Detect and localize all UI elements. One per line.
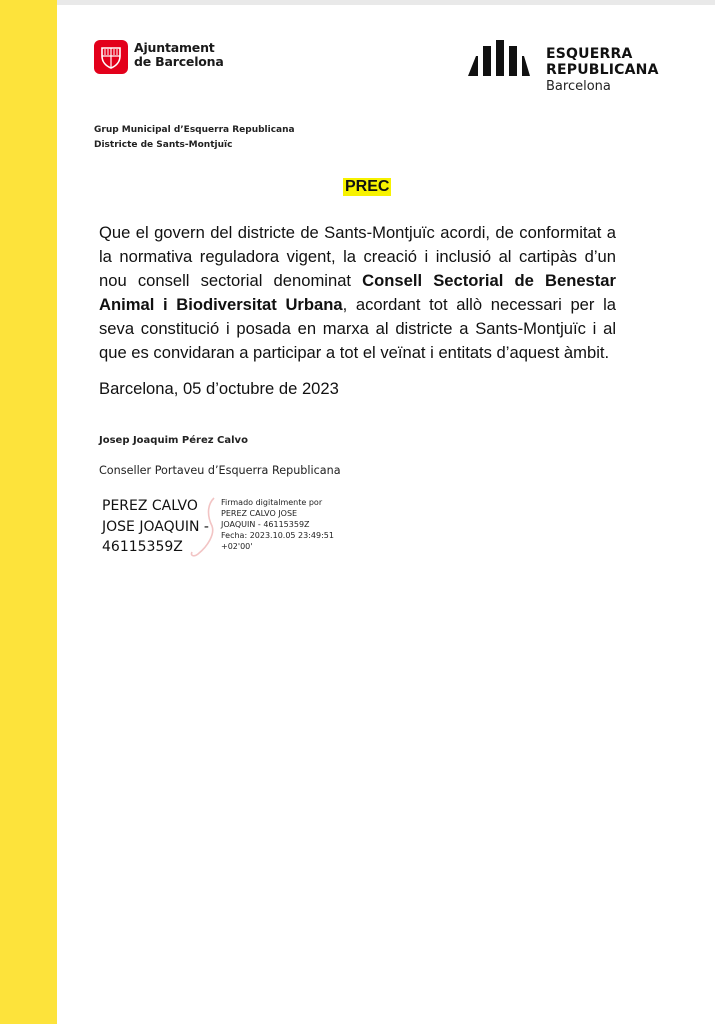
document-date: Barcelona, 05 d’octubre de 2023 [99,379,339,398]
signature-name-line2: JOSE JOAQUIN - [102,518,209,535]
erc-logo [466,40,666,100]
signature-name-line1: PEREZ CALVO [102,498,198,514]
digital-signature-details [221,497,351,552]
signer-role: Conseller Portaveu d’Esquerra Republicana [99,464,341,477]
erc-line2: REPUBLICANA [546,62,659,78]
signature-detail-line3: JOAQUIN - 46115359Z [221,520,310,529]
body-text-part1: Que el govern del districte de Sants-Montjuïc acordi, de conformitat a la normativa reguladora vigent, la creació i inclusió al cartipàs d’un nou consell sectorial denominat [99,223,616,291]
signer-name: Josep Joaquim Pérez Calvo [99,435,248,446]
erc-bars-icon [466,40,532,78]
yellow-side-bar [0,0,57,1024]
signature-name-line3: 46115359Z [102,539,183,555]
erc-line3: Barcelona [546,79,611,94]
signature-detail-line4: Fecha: 2023.10.05 23:49:51 [221,531,334,540]
ajuntament-line1: Ajuntament [134,40,215,55]
request-body [99,221,616,366]
ajuntament-line2: de Barcelona [134,54,224,69]
signature-detail-line1: Firmado digitalmente por [221,498,323,507]
page-top-edge [0,0,715,5]
group-name: Grup Municipal d’Esquerra Republicana [94,125,295,135]
ajuntament-logo [94,40,254,76]
document-title: PREC [345,178,390,195]
group-heading [94,123,295,153]
body-text-part2: , acordant tot allò necessari per la seva constitució i posada en marxa al districte a Sants-Montjuïc i al que es convidaran a participar a tot el veïnat i entitats d’aquest àmbit. [99,295,617,363]
ajuntament-name [134,41,224,69]
district-name: Districte de Sants-Montjuïc [94,140,233,150]
body-text-bold: Consell Sectorial de Benestar Animal i Biodiversitat Urbana [99,271,616,315]
signature-detail-line5: +02'00' [221,542,253,551]
erc-line1: ESQUERRA [546,46,633,62]
signature-stroke-icon [184,496,220,560]
ajuntament-emblem-icon [94,40,128,74]
signature-detail-line2: PEREZ CALVO JOSE [221,509,298,518]
